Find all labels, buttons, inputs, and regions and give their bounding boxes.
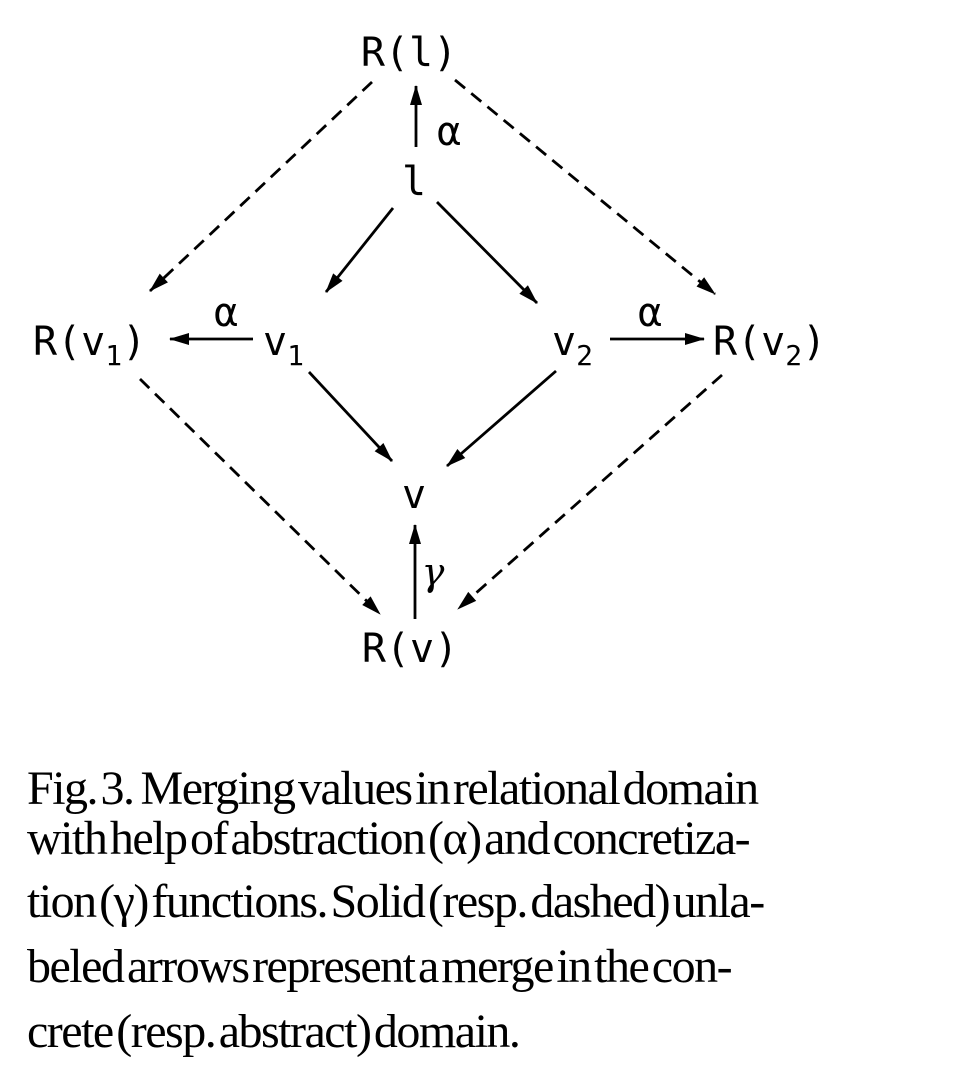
node-r-v1-main: R(v bbox=[33, 319, 106, 365]
node-v2-main: v bbox=[552, 319, 577, 365]
node-r-v1-close: ) bbox=[122, 319, 147, 365]
node-r-v2-main: R(v bbox=[713, 319, 786, 365]
node-r-v2-close: ) bbox=[802, 319, 827, 365]
node-r-v2-subscript: 2 bbox=[785, 339, 803, 372]
edge-rv2-to-rv bbox=[458, 375, 722, 609]
node-v1 bbox=[263, 319, 304, 372]
gamma-label: γ bbox=[421, 550, 445, 594]
node-r-v1-subscript: 1 bbox=[105, 339, 123, 372]
edge-l-to-v1 bbox=[326, 208, 393, 292]
caption-line-1: Fig. 3. Merging values in relational domain bbox=[27, 762, 758, 815]
node-r-v: R(v) bbox=[361, 626, 459, 672]
node-r-v1 bbox=[33, 319, 146, 372]
edge-v2-to-v bbox=[447, 371, 556, 466]
edge-l-to-v2 bbox=[437, 202, 537, 303]
node-l: l bbox=[401, 159, 427, 205]
caption-line-4: beled arrows represent a merge in the con- bbox=[27, 940, 732, 993]
caption-line-5: crete (resp. abstract) domain. bbox=[27, 1005, 520, 1058]
caption-line-3: tion (γ) functions. Solid (resp. dashed) unla- bbox=[27, 875, 764, 928]
alpha-label-top: α bbox=[436, 109, 462, 155]
node-v1-subscript: 1 bbox=[287, 339, 304, 372]
edge-rv1-to-rv bbox=[140, 379, 380, 614]
edge-rl-to-rv2 bbox=[455, 80, 715, 294]
node-v2-subscript: 2 bbox=[576, 339, 593, 372]
alpha-label-right: α bbox=[637, 290, 663, 336]
edge-v1-to-v bbox=[309, 372, 392, 461]
node-v1-main: v bbox=[263, 319, 288, 365]
alpha-label-left: α bbox=[213, 290, 239, 336]
node-r-l: R(l) bbox=[360, 30, 458, 76]
node-r-v2 bbox=[713, 319, 826, 372]
node-v: v bbox=[401, 472, 427, 518]
caption-line-2: with help of abstraction (α) and concretiza- bbox=[27, 812, 750, 865]
node-v2 bbox=[552, 319, 593, 372]
edge-rl-to-rv1 bbox=[150, 82, 372, 291]
